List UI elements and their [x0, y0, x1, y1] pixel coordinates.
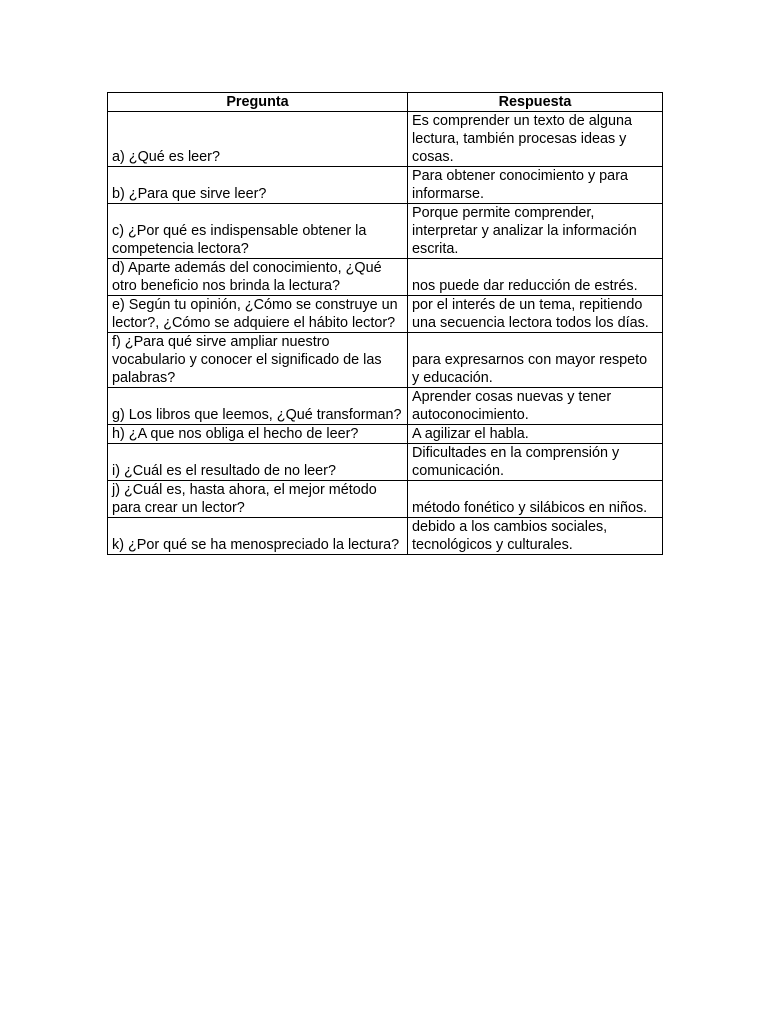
question-cell: c) ¿Por qué es indispensable obtener la competencia lectora? — [108, 204, 408, 259]
question-cell: b) ¿Para que sirve leer? — [108, 167, 408, 204]
answer-cell: debido a los cambios sociales, tecnológicos y culturales. — [408, 518, 663, 555]
table-header-row — [108, 93, 663, 112]
table-row — [108, 333, 663, 388]
table-row — [108, 296, 663, 333]
table-row — [108, 167, 663, 204]
question-cell: e) Según tu opinión, ¿Cómo se construye un lector?, ¿Cómo se adquiere el hábito lector? — [108, 296, 408, 333]
question-cell: d) Aparte además del conocimiento, ¿Qué otro beneficio nos brinda la lectura? — [108, 259, 408, 296]
table-row — [108, 112, 663, 167]
question-cell: k) ¿Por qué se ha menospreciado la lectura? — [108, 518, 408, 555]
table-body — [108, 112, 663, 555]
answer-cell: Aprender cosas nuevas y tener autoconocimiento. — [408, 388, 663, 425]
table-row — [108, 518, 663, 555]
table-row — [108, 481, 663, 518]
header-answer: Respuesta — [408, 93, 663, 112]
table-row — [108, 425, 663, 444]
question-answer-table — [107, 92, 663, 555]
question-cell: i) ¿Cuál es el resultado de no leer? — [108, 444, 408, 481]
question-cell: j) ¿Cuál es, hasta ahora, el mejor método para crear un lector? — [108, 481, 408, 518]
question-cell: a) ¿Qué es leer? — [108, 112, 408, 167]
answer-cell: por el interés de un tema, repitiendo una secuencia lectora todos los días. — [408, 296, 663, 333]
answer-cell: Dificultades en la comprensión y comunicación. — [408, 444, 663, 481]
table-header — [108, 93, 663, 112]
answer-cell: A agilizar el habla. — [408, 425, 663, 444]
answer-cell: Es comprender un texto de alguna lectura, también procesas ideas y cosas. — [408, 112, 663, 167]
answer-cell: método fonético y silábicos en niños. — [408, 481, 663, 518]
table-row — [108, 388, 663, 425]
answer-cell: Porque permite comprender, interpretar y analizar la información escrita. — [408, 204, 663, 259]
answer-cell: Para obtener conocimiento y para informarse. — [408, 167, 663, 204]
question-cell: g) Los libros que leemos, ¿Qué transforman? — [108, 388, 408, 425]
table-row — [108, 444, 663, 481]
table-row — [108, 259, 663, 296]
answer-cell: para expresarnos con mayor respeto y educación. — [408, 333, 663, 388]
question-cell: f) ¿Para qué sirve ampliar nuestro vocabulario y conocer el significado de las palabras? — [108, 333, 408, 388]
question-cell: h) ¿A que nos obliga el hecho de leer? — [108, 425, 408, 444]
table-row — [108, 204, 663, 259]
answer-cell: nos puede dar reducción de estrés. — [408, 259, 663, 296]
header-question: Pregunta — [108, 93, 408, 112]
